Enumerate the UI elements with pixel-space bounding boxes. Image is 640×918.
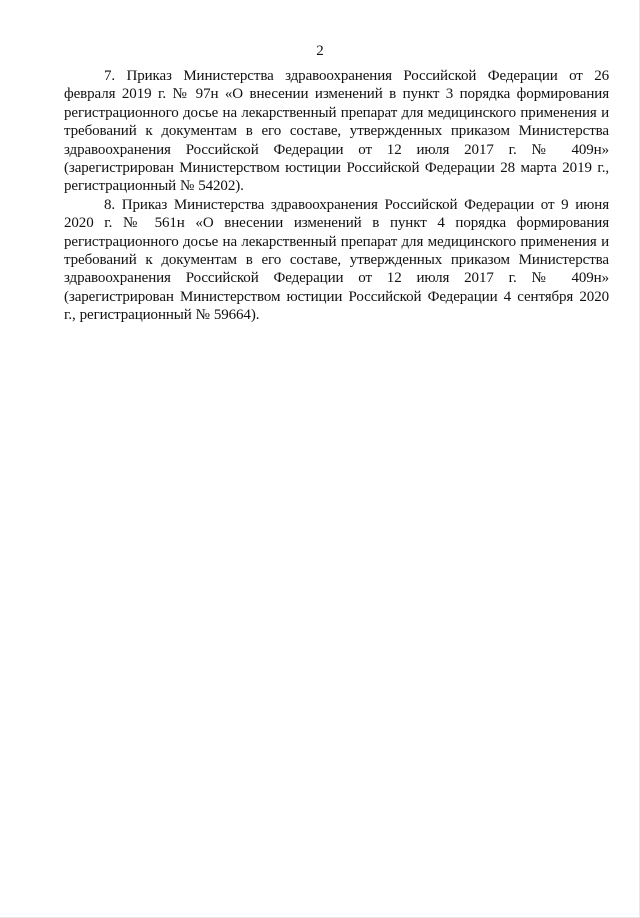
document-body — [64, 67, 609, 325]
paragraph-item-7: 7. Приказ Министерства здравоохранения Российской Федерации от 26 февраля 2019 г. № 97н «О внесении изменений в пункт 3 порядка формирования регистрационного досье на лекарственный препарат для медицинского применения и требований к документам в его составе, утвержденных приказом Министерства здравоохранения Российской Федерации от 12 июля 2017 г. № 409н» (зарегистрирован Министерством юстиции Российской Федерации 28 марта 2019 г., регистрационный № 54202). — [64, 68, 609, 195]
paragraph-item-8: 8. Приказ Министерства здравоохранения Российской Федерации от 9 июня 2020 г. № 561н «О внесении изменений в пункт 4 порядка формирования регистрационного досье на лекарственный препарат для медицинского применения и требований к документам в его составе, утвержденных приказом Министерства здравоохранения Российской Федерации от 12 июля 2017 г. № 409н» (зарегистрирован Министерством юстиции Российской Федерации 4 сентября 2020 г., регистрационный № 59664). — [64, 196, 609, 324]
page-number: 2 — [316, 43, 324, 59]
